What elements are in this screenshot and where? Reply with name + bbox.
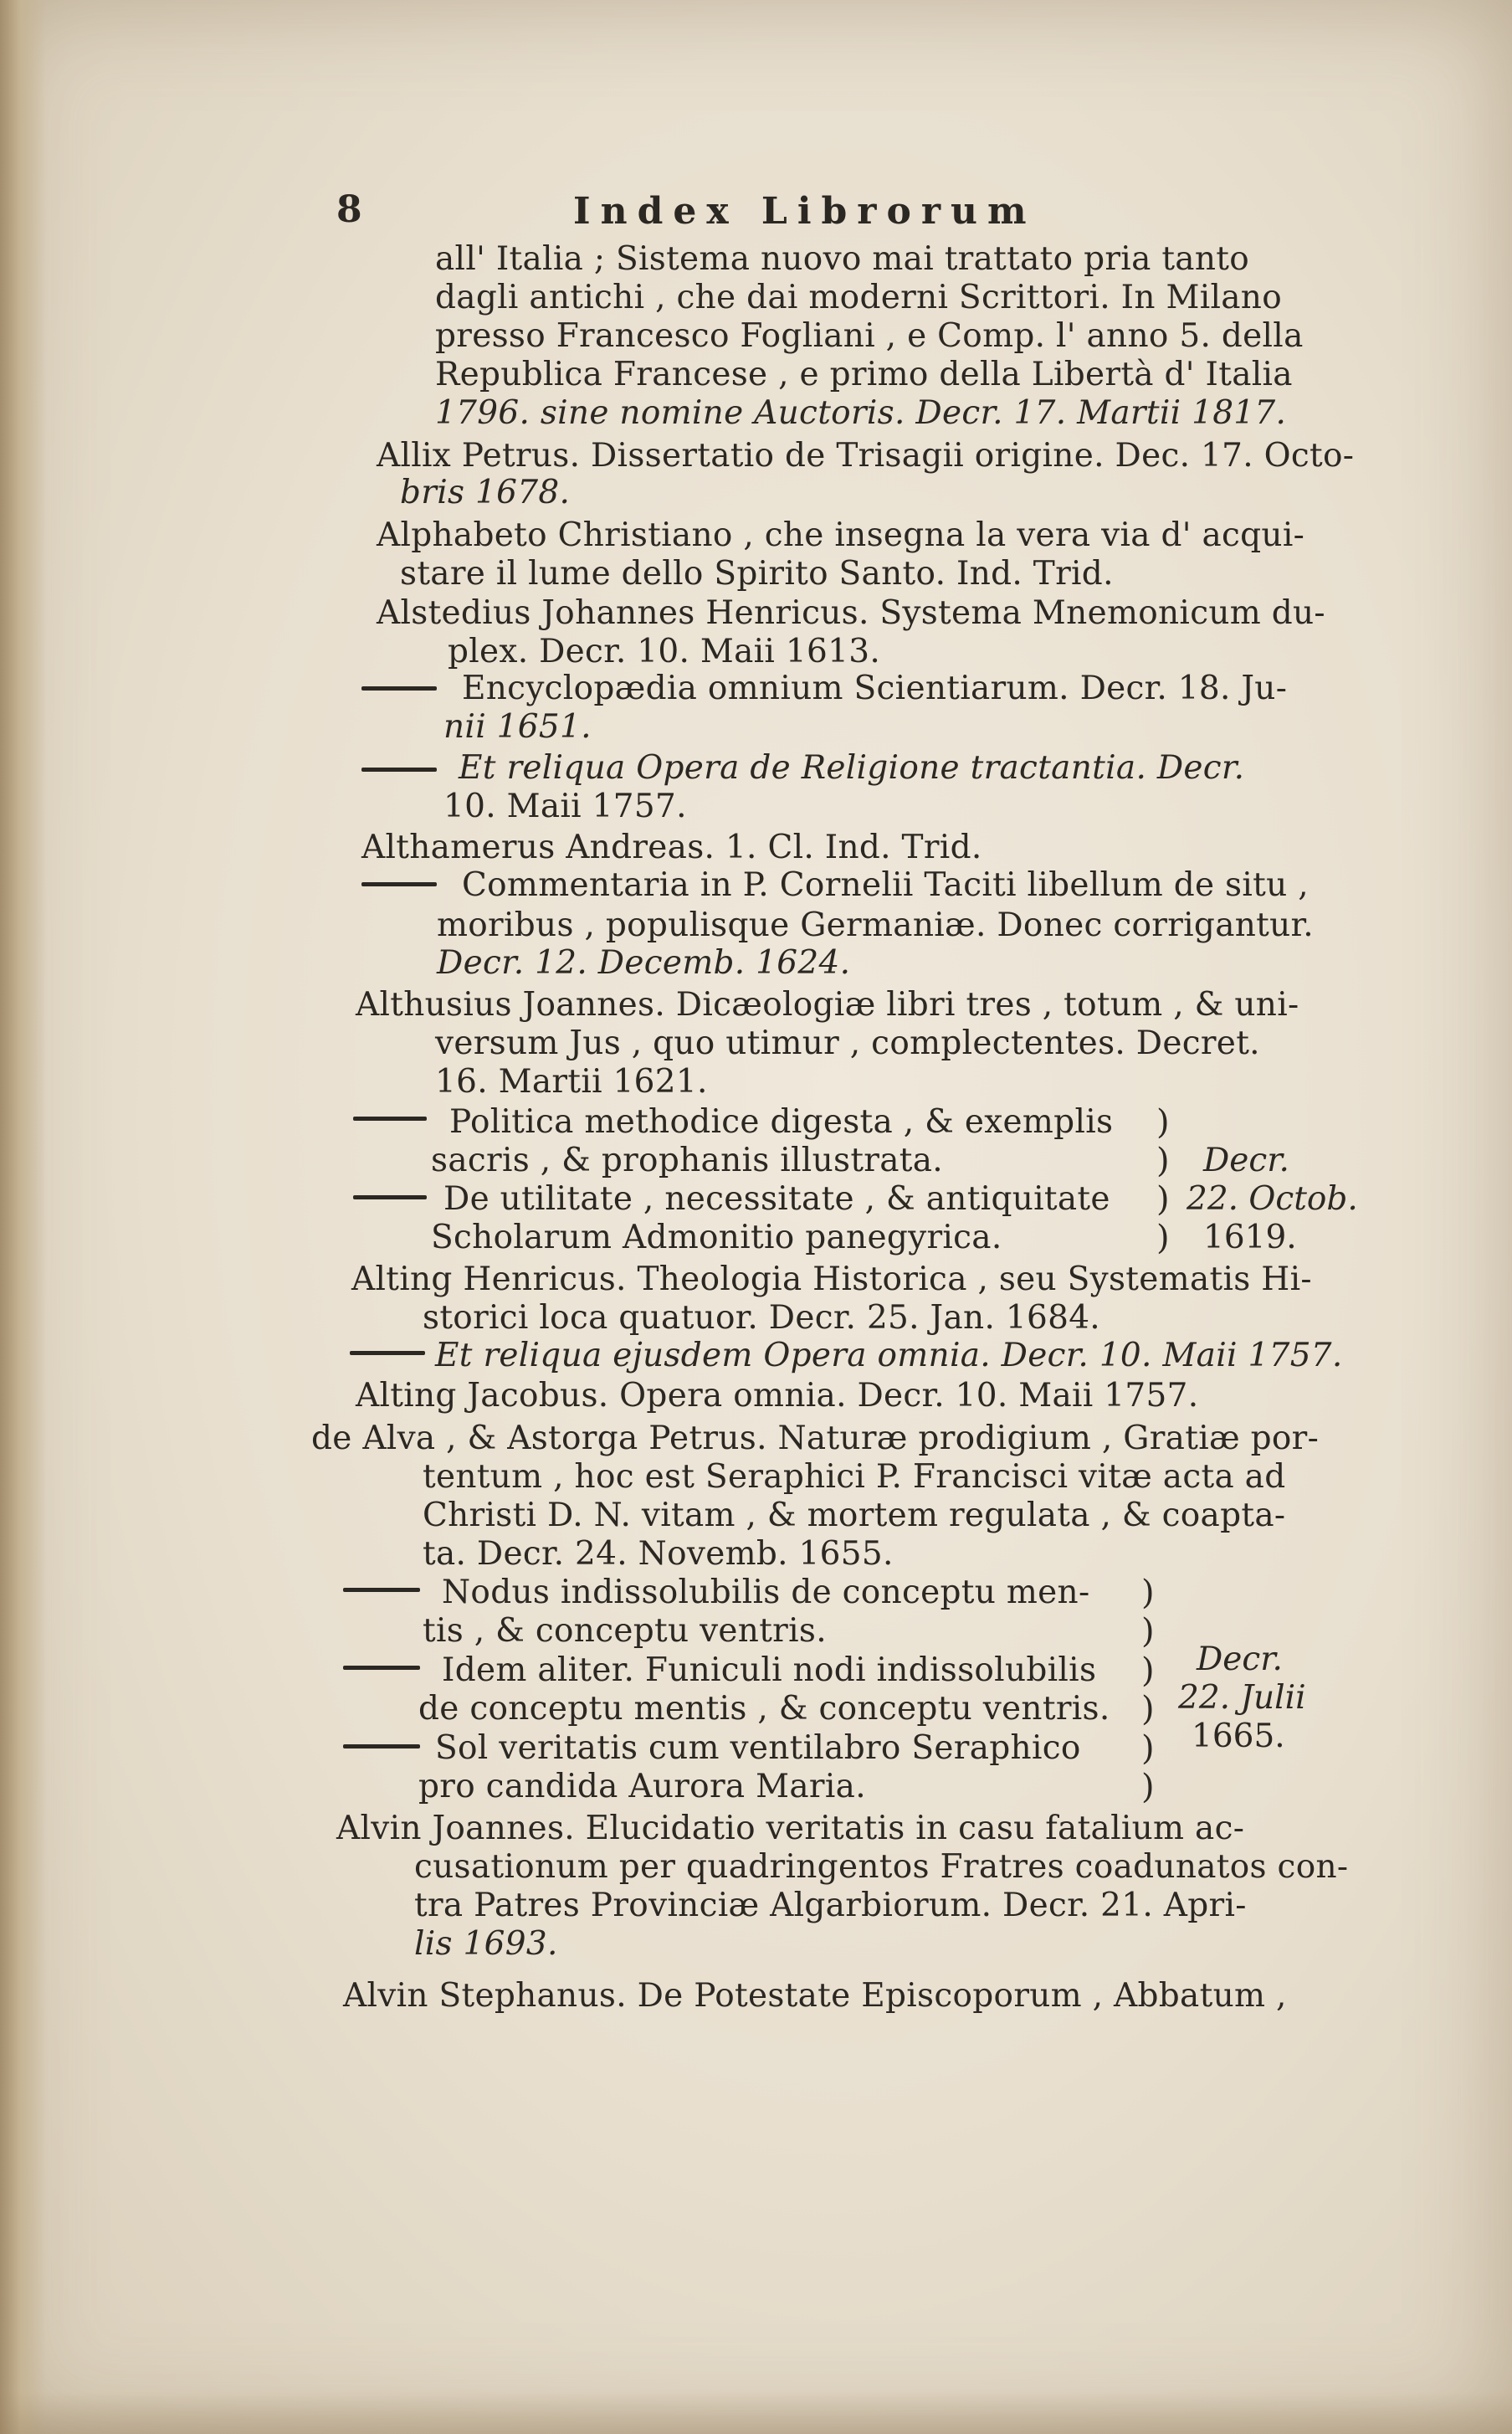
bracket-mark: ) bbox=[1141, 1612, 1155, 1651]
text-line: tis , & conceptu ventris. bbox=[423, 1612, 827, 1650]
text-line: stare il lume dello Spirito Santo. Ind. Trid. bbox=[400, 555, 1114, 593]
text-line: Scholarum Admonitio panegyrica. bbox=[431, 1219, 1002, 1256]
entry-dash bbox=[353, 1117, 427, 1121]
sub-entry: Nodus indissolubilis de conceptu men- bbox=[442, 1574, 1090, 1611]
page-header bbox=[0, 188, 1512, 239]
bracket-mark: ) bbox=[1141, 1768, 1155, 1806]
running-head: Index Librorum bbox=[573, 190, 1037, 233]
text-line: 10. Maii 1757. bbox=[443, 788, 687, 825]
text-line: presso Francesco Fogliani , e Comp. l' anno 5. della bbox=[435, 317, 1304, 355]
text-line: bris 1678. bbox=[400, 474, 571, 511]
text-line: de conceptu mentis , & conceptu ventris. bbox=[418, 1690, 1110, 1728]
entry-dash bbox=[361, 768, 437, 772]
text-line: nii 1651. bbox=[443, 708, 592, 746]
text-line: cusationum per quadringentos Fratres coadunatos con- bbox=[414, 1848, 1349, 1886]
sub-entry: Politica methodice digesta , & exemplis bbox=[449, 1103, 1114, 1141]
bracket-mark: ) bbox=[1141, 1574, 1155, 1612]
entry-dash bbox=[361, 686, 437, 691]
entry-dash bbox=[361, 882, 437, 886]
entry-heading: de Alva , & Astorga Petrus. Naturæ prodigium , Gratiæ por- bbox=[311, 1420, 1320, 1457]
bracket-decree: Decr. bbox=[1197, 1641, 1283, 1678]
entry-dash bbox=[353, 1195, 427, 1199]
bracket-year: 1619. bbox=[1203, 1219, 1297, 1256]
text-line: ta. Decr. 24. Novemb. 1655. bbox=[423, 1535, 894, 1573]
page-gutter-shadow bbox=[0, 0, 46, 2434]
text-line: tentum , hoc est Seraphici P. Francisci vitæ acta ad bbox=[423, 1458, 1286, 1496]
entry-heading: Alphabeto Christiano , che insegna la vera via d' acqui- bbox=[377, 516, 1305, 554]
text-line: Christi D. N. vitam , & mortem regulata , & coapta- bbox=[423, 1497, 1286, 1534]
text-line: 1796. sine nomine Auctoris. Decr. 17. Martii 1817. bbox=[435, 394, 1287, 432]
entry-heading: Alvin Stephanus. De Potestate Episcoporum , Abbatum , bbox=[343, 1977, 1287, 2015]
bracket-mark: ) bbox=[1141, 1651, 1155, 1690]
text-line: lis 1693. bbox=[414, 1925, 558, 1963]
sub-entry: Idem aliter. Funiculi nodi indissolubilis bbox=[442, 1651, 1097, 1689]
entry-heading: Alvin Joannes. Elucidatio veritatis in casu fatalium ac- bbox=[336, 1810, 1245, 1847]
page-bottom-edge bbox=[0, 2392, 1512, 2434]
bracket-date: 22. Octob. bbox=[1187, 1180, 1358, 1218]
entry-heading: Alstedius Johannes Henricus. Systema Mnemonicum du- bbox=[377, 594, 1325, 632]
text-line: all' Italia ; Sistema nuovo mai trattato pria tanto bbox=[435, 240, 1250, 278]
sub-entry: Commentaria in P. Cornelii Taciti libellum de situ , bbox=[462, 866, 1309, 904]
entry-dash bbox=[343, 1588, 420, 1592]
text-line: storici loca quatuor. Decr. 25. Jan. 1684. bbox=[423, 1299, 1101, 1337]
bracket-mark: ) bbox=[1156, 1103, 1170, 1142]
sub-entry: Sol veritatis cum ventilabro Seraphico bbox=[435, 1729, 1081, 1767]
entry-dash bbox=[343, 1666, 420, 1670]
text-line: pro candida Aurora Maria. bbox=[418, 1768, 866, 1805]
text-line: sacris , & prophanis illustrata. bbox=[431, 1142, 944, 1179]
bracket-mark: ) bbox=[1156, 1180, 1170, 1219]
text-line: moribus , populisque Germaniæ. Donec corrigantur. bbox=[437, 906, 1314, 944]
text-line: 16. Martii 1621. bbox=[435, 1063, 708, 1101]
text-line: versum Jus , quo utimur , complectentes. Decret. bbox=[435, 1024, 1260, 1062]
page-number: 8 bbox=[336, 188, 362, 231]
bracket-mark: ) bbox=[1141, 1690, 1155, 1728]
text-line: dagli antichi , che dai moderni Scrittori. In Milano bbox=[435, 279, 1282, 316]
bracket-date: 22. Julii bbox=[1178, 1679, 1306, 1717]
entry-heading: Althamerus Andreas. 1. Cl. Ind. Trid. bbox=[361, 829, 982, 866]
text-line: tra Patres Provinciæ Algarbiorum. Decr. 21. Apri- bbox=[414, 1887, 1247, 1924]
entry-heading: Alting Henricus. Theologia Historica , seu Systematis Hi- bbox=[351, 1261, 1312, 1298]
text-line: plex. Decr. 10. Maii 1613. bbox=[448, 633, 881, 670]
bracket-year: 1665. bbox=[1192, 1718, 1285, 1755]
bracket-mark: ) bbox=[1156, 1142, 1170, 1180]
entry-heading: Althusius Joannes. Dicæologiæ libri tres , totum , & uni- bbox=[356, 986, 1299, 1024]
bracket-mark: ) bbox=[1141, 1729, 1155, 1768]
entry-heading: Allix Petrus. Dissertatio de Trisagii origine. Dec. 17. Octo- bbox=[377, 437, 1355, 475]
entry-dash bbox=[350, 1351, 425, 1355]
sub-entry: Et reliqua Opera de Religione tractantia. Decr. bbox=[459, 749, 1245, 787]
entry-dash bbox=[343, 1744, 420, 1748]
bracket-decree: Decr. bbox=[1203, 1142, 1289, 1179]
sub-entry: Encyclopædia omnium Scientiarum. Decr. 18. Ju- bbox=[462, 670, 1288, 707]
sub-entry: Et reliqua ejusdem Opera omnia. Decr. 10. Maii 1757. bbox=[435, 1337, 1343, 1374]
bracket-mark: ) bbox=[1156, 1219, 1170, 1257]
entry-heading: Alting Jacobus. Opera omnia. Decr. 10. Maii 1757. bbox=[356, 1377, 1199, 1415]
sub-entry: De utilitate , necessitate , & antiquitate bbox=[443, 1180, 1110, 1218]
text-line: Decr. 12. Decemb. 1624. bbox=[437, 944, 851, 982]
text-line: Republica Francese , e primo della Libertà d' Italia bbox=[435, 356, 1293, 393]
